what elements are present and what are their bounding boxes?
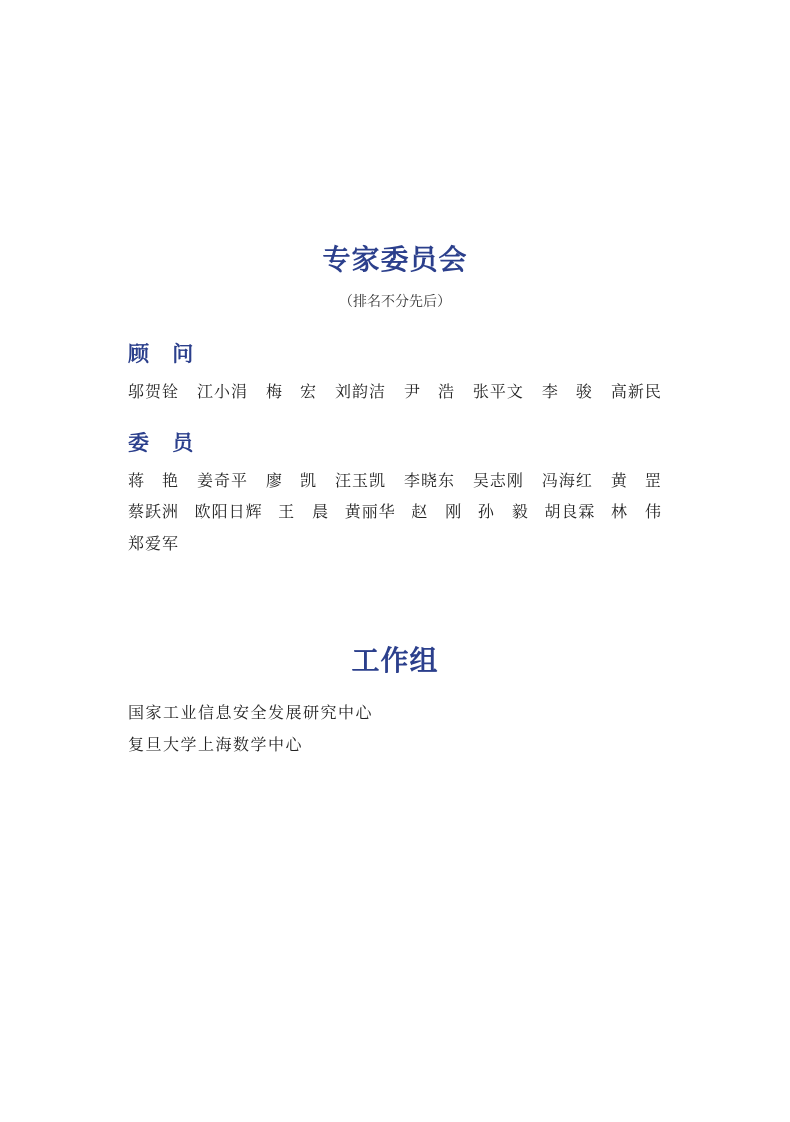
member-name: 吴志刚	[472, 471, 524, 490]
advisor-name: 尹 浩	[403, 382, 455, 401]
member-name: 李晓东	[403, 471, 455, 490]
member-name: 黄 罡	[610, 471, 662, 490]
member-name: 冯海红	[541, 471, 593, 490]
members-name-row	[128, 531, 662, 554]
member-name: 汪玉凯	[334, 471, 386, 490]
member-name: 廖 凯	[265, 471, 317, 490]
advisors-heading: 顾 问	[128, 342, 202, 366]
member-name: 赵 刚	[411, 502, 463, 521]
advisor-name: 邬贺铨	[128, 382, 180, 401]
member-name: 胡良霖	[544, 502, 596, 521]
advisor-name: 刘韵洁	[334, 382, 386, 401]
member-name: 郑爱军	[128, 534, 180, 553]
member-name: 蔡跃洲	[128, 502, 180, 521]
members-name-row	[128, 468, 662, 491]
member-name: 黄丽华	[344, 502, 396, 521]
committee-ranking-note: （排名不分先后）	[339, 294, 451, 310]
member-name: 蒋 艳	[128, 471, 180, 490]
member-name: 欧阳日辉	[194, 502, 263, 521]
member-name: 林 伟	[610, 502, 662, 521]
advisors-name-list	[128, 379, 662, 402]
member-name: 孙 毅	[477, 502, 529, 521]
advisor-name: 江小涓	[196, 382, 248, 401]
member-name: 王 晨	[278, 502, 330, 521]
working-group-title: 工作组	[351, 644, 439, 677]
committee-title: 专家委员会	[322, 243, 468, 276]
advisor-name: 李 骏	[541, 382, 593, 401]
members-heading: 委 员	[128, 431, 202, 455]
working-group-org: 国家工业信息安全发展研究中心	[128, 703, 374, 722]
member-name: 姜奇平	[196, 471, 248, 490]
advisor-name: 张平文	[472, 382, 524, 401]
working-group-org: 复旦大学上海数学中心	[128, 735, 304, 754]
advisor-name: 高新民	[610, 382, 662, 401]
advisor-name: 梅 宏	[265, 382, 317, 401]
members-name-row	[128, 499, 662, 522]
